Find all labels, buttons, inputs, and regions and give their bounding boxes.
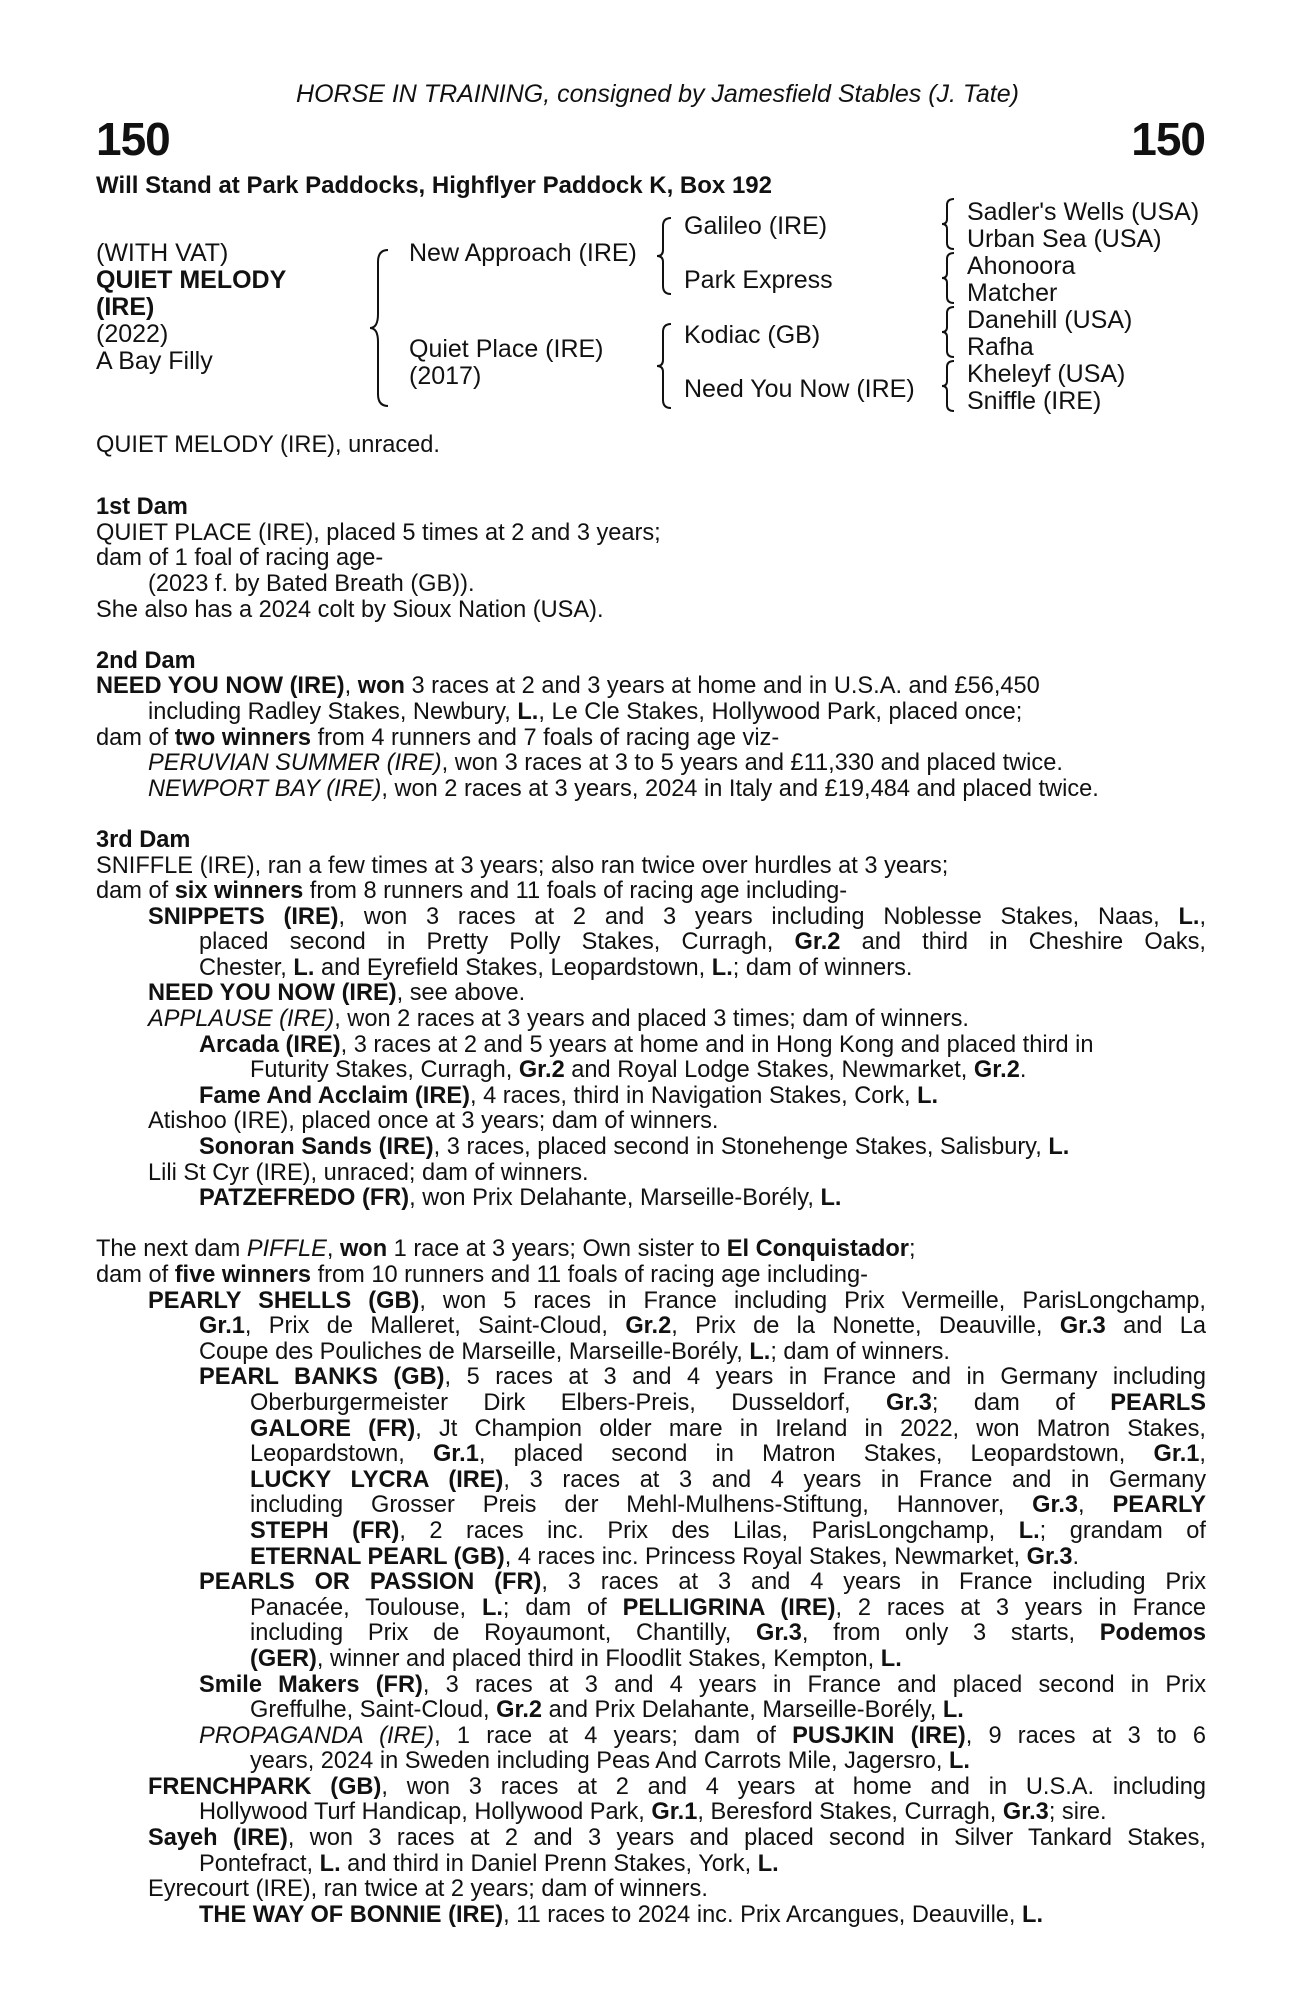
produce-entry: PATZEFREDO (FR), won Prix Delahante, Marseille-Borély, L.	[199, 1185, 842, 1212]
gen3-ancestor: Urban Sea (USA)	[967, 225, 1162, 253]
second-dam-line: including Radley Stakes, Newbury, L., Le Cle Stakes, Hollywood Park, placed once;	[148, 698, 1023, 725]
produce-entry-cont: Coupe des Pouliches de Marseille, Marseille-Borély, L.; dam of winners.	[199, 1338, 950, 1365]
gen3-ancestor: Matcher	[967, 279, 1058, 307]
dam-sire: Kodiac (GB)	[684, 321, 821, 349]
produce-entry: Lili St Cyr (IRE), unraced; dam of winners.	[148, 1159, 589, 1186]
produce-entry-cont: years, 2024 in Sweden including Peas And Carrots Mile, Jagersro, L.	[250, 1748, 970, 1775]
sire-name: New Approach (IRE)	[409, 239, 637, 267]
produce-entry-cont: Pontefract, L. and third in Daniel Prenn Stakes, York, L.	[199, 1850, 779, 1877]
dam-name: Quiet Place (IRE)	[409, 335, 604, 363]
gen3-ancestor: Ahonoora	[967, 252, 1076, 280]
produce-entry: THE WAY OF BONNIE (IRE), 11 races to 2024 inc. Prix Arcangues, Deauville, L.	[199, 1901, 1044, 1928]
third-dam-line: dam of six winners from 8 runners and 11 foals of racing age including-	[96, 878, 848, 905]
produce-entry: Smile Makers (FR), 3 races at 3 and 4 years in France and placed second in Prix	[199, 1671, 1207, 1698]
horse-name-suffix: (IRE)	[96, 293, 155, 321]
produce-entry-cont: STEPH (FR), 2 races inc. Prix des Lilas, ParisLongchamp, L.; grandam of	[250, 1517, 1206, 1544]
produce-entry: Fame And Acclaim (IRE), 4 races, third in Navigation Stakes, Cork, L.	[199, 1082, 939, 1109]
produce-entry-cont: GALORE (FR), Jt Champion older mare in Ireland in 2022, won Matron Stakes,	[250, 1415, 1206, 1442]
lot-number-left: 150	[96, 113, 170, 165]
consignment-header: HORSE IN TRAINING, consigned by Jamesfield Stables (J. Tate)	[296, 80, 1019, 108]
produce-entry: PEARLY SHELLS (GB), won 5 races in France including Prix Vermeille, ParisLongchamp,	[148, 1287, 1206, 1314]
gen3-ancestor: Kheleyf (USA)	[967, 360, 1126, 388]
produce-entry-cont: including Prix de Royaumont, Chantilly, Gr.3, from only 3 starts, Podemos	[250, 1620, 1206, 1647]
brace-gen3-4	[940, 359, 956, 413]
pedigree-table	[96, 200, 1236, 415]
produce-entry-cont: Hollywood Turf Handicap, Hollywood Park, Gr.1, Beresford Stakes, Curragh, Gr.3; sire.	[199, 1799, 1107, 1826]
horse-year: (2022)	[96, 320, 169, 348]
produce-entry-cont: placed second in Pretty Polly Stakes, Curragh, Gr.2 and third in Cheshire Oaks,	[199, 929, 1206, 956]
catalogue-body	[96, 433, 1206, 1928]
stand-location: Will Stand at Park Paddocks, Highflyer Paddock K, Box 192	[96, 172, 772, 199]
produce-entry: NEWPORT BAY (IRE), won 2 races at 3 years, 2024 in Italy and £19,484 and placed twice.	[148, 775, 1099, 802]
brace-gen3-1	[940, 197, 956, 251]
produce-entry: NEED YOU NOW (IRE), see above.	[148, 980, 526, 1007]
produce-entry-cont: Greffulhe, Saint-Cloud, Gr.2 and Prix Delahante, Marseille-Borély, L.	[250, 1697, 964, 1724]
third-dam-heading: 3rd Dam	[96, 826, 191, 853]
produce-entry-cont: Chester, L. and Eyrefield Stakes, Leopardstown, L.; dam of winners.	[199, 954, 913, 981]
produce-entry: APPLAUSE (IRE), won 2 races at 3 years and placed 3 times; dam of winners.	[148, 1006, 969, 1033]
produce-entry-cont: (GER), winner and placed third in Floodlit Stakes, Kempton, L.	[250, 1645, 902, 1672]
produce-entry: Sonoran Sands (IRE), 3 races, placed second in Stonehenge Stakes, Salisbury, L.	[199, 1134, 1070, 1161]
first-dam-foal: (2023 f. by Bated Breath (GB)).	[148, 570, 475, 597]
produce-entry: PEARLS OR PASSION (FR), 3 races at 3 and 4 years in France including Prix	[199, 1569, 1206, 1596]
dam-year: (2017)	[409, 362, 482, 390]
horse-name: QUIET MELODY	[96, 266, 287, 294]
dam-dam: Need You Now (IRE)	[684, 375, 915, 403]
second-dam-line: dam of two winners from 4 runners and 7 foals of racing age viz-	[96, 724, 780, 751]
first-dam-heading: 1st Dam	[96, 494, 188, 521]
produce-entry: PERUVIAN SUMMER (IRE), won 3 races at 3 to 5 years and £11,330 and placed twice.	[148, 750, 1063, 777]
produce-entry: PEARL BANKS (GB), 5 races at 3 and 4 years in France and in Germany including	[199, 1364, 1206, 1391]
produce-entry: Eyrecourt (IRE), ran twice at 2 years; dam of winners.	[148, 1876, 708, 1903]
produce-entry: FRENCHPARK (GB), won 3 races at 2 and 4 years at home and in U.S.A. including	[148, 1773, 1206, 1800]
produce-entry-cont: including Grosser Preis der Mehl-Mulhens-Stiftung, Hannover, Gr.3, PEARLY	[250, 1492, 1206, 1519]
vat-note: (WITH VAT)	[96, 239, 229, 267]
produce-entry-cont: ETERNAL PEARL (GB), 4 races inc. Princess Royal Stakes, Newmarket, Gr.3.	[250, 1543, 1080, 1570]
pedigree-brace-dam	[655, 322, 673, 410]
brace-gen3-2	[940, 251, 956, 305]
produce-entry-cont: Oberburgermeister Dirk Elbers-Preis, Dusseldorf, Gr.3; dam of PEARLS	[250, 1389, 1206, 1416]
produce-entry: Atishoo (IRE), placed once at 3 years; dam of winners.	[148, 1108, 719, 1135]
brace-gen3-3	[940, 305, 956, 359]
produce-entry: SNIPPETS (IRE), won 3 races at 2 and 3 years including Noblesse Stakes, Naas, L.,	[148, 903, 1206, 930]
produce-entry: PROPAGANDA (IRE), 1 race at 4 years; dam of PUSJKIN (IRE), 9 races at 3 to 6	[199, 1722, 1206, 1749]
produce-entry-cont: Gr.1, Prix de Malleret, Saint-Cloud, Gr.2, Prix de la Nonette, Deauville, Gr.3 and La	[199, 1313, 1207, 1340]
produce-entry-cont: Panacée, Toulouse, L.; dam of PELLIGRINA (IRE), 2 races at 3 years in France	[250, 1594, 1206, 1621]
produce-entry: Arcada (IRE), 3 races at 2 and 5 years at home and in Hong Kong and placed third in	[199, 1031, 1094, 1058]
pedigree-brace-sire	[655, 216, 673, 296]
lot-number-right: 150	[1131, 113, 1205, 165]
next-dam-line: The next dam PIFFLE, won 1 race at 3 years; Own sister to El Conquistador;	[96, 1236, 916, 1263]
first-dam-line: dam of 1 foal of racing age-	[96, 545, 384, 572]
first-dam-line: She also has a 2024 colt by Sioux Nation (USA).	[96, 596, 604, 623]
horse-description: A Bay Filly	[96, 347, 213, 375]
produce-entry: Sayeh (IRE), won 3 races at 2 and 3 years and placed second in Silver Tankard Stakes,	[148, 1825, 1206, 1852]
sire-sire: Galileo (IRE)	[684, 212, 828, 240]
gen3-ancestor: Danehill (USA)	[967, 306, 1133, 334]
sire-dam: Park Express	[684, 266, 833, 294]
produce-entry-cont: Leopardstown, Gr.1, placed second in Matron Stakes, Leopardstown, Gr.1,	[250, 1441, 1206, 1468]
pedigree-brace-main	[368, 248, 390, 408]
third-dam-line: SNIFFLE (IRE), ran a few times at 3 years; also ran twice over hurdles at 3 years;	[96, 852, 949, 879]
produce-entry-cont: LUCKY LYCRA (IRE), 3 races at 3 and 4 years in France and in Germany	[250, 1466, 1206, 1493]
gen3-ancestor: Sniffle (IRE)	[967, 387, 1102, 415]
produce-entry-cont: Futurity Stakes, Curragh, Gr.2 and Royal Lodge Stakes, Newmarket, Gr.2.	[250, 1057, 1027, 1084]
first-dam-line: QUIET PLACE (IRE), placed 5 times at 2 and 3 years;	[96, 519, 661, 546]
race-summary: QUIET MELODY (IRE), unraced.	[96, 432, 440, 458]
next-dam-line: dam of five winners from 10 runners and 11 foals of racing age including-	[96, 1262, 869, 1288]
second-dam-heading: 2nd Dam	[96, 647, 196, 674]
gen3-ancestor: Rafha	[967, 333, 1034, 361]
gen3-ancestor: Sadler's Wells (USA)	[967, 198, 1200, 226]
second-dam-line: NEED YOU NOW (IRE), won 3 races at 2 and 3 years at home and in U.S.A. and £56,450	[96, 673, 1040, 700]
